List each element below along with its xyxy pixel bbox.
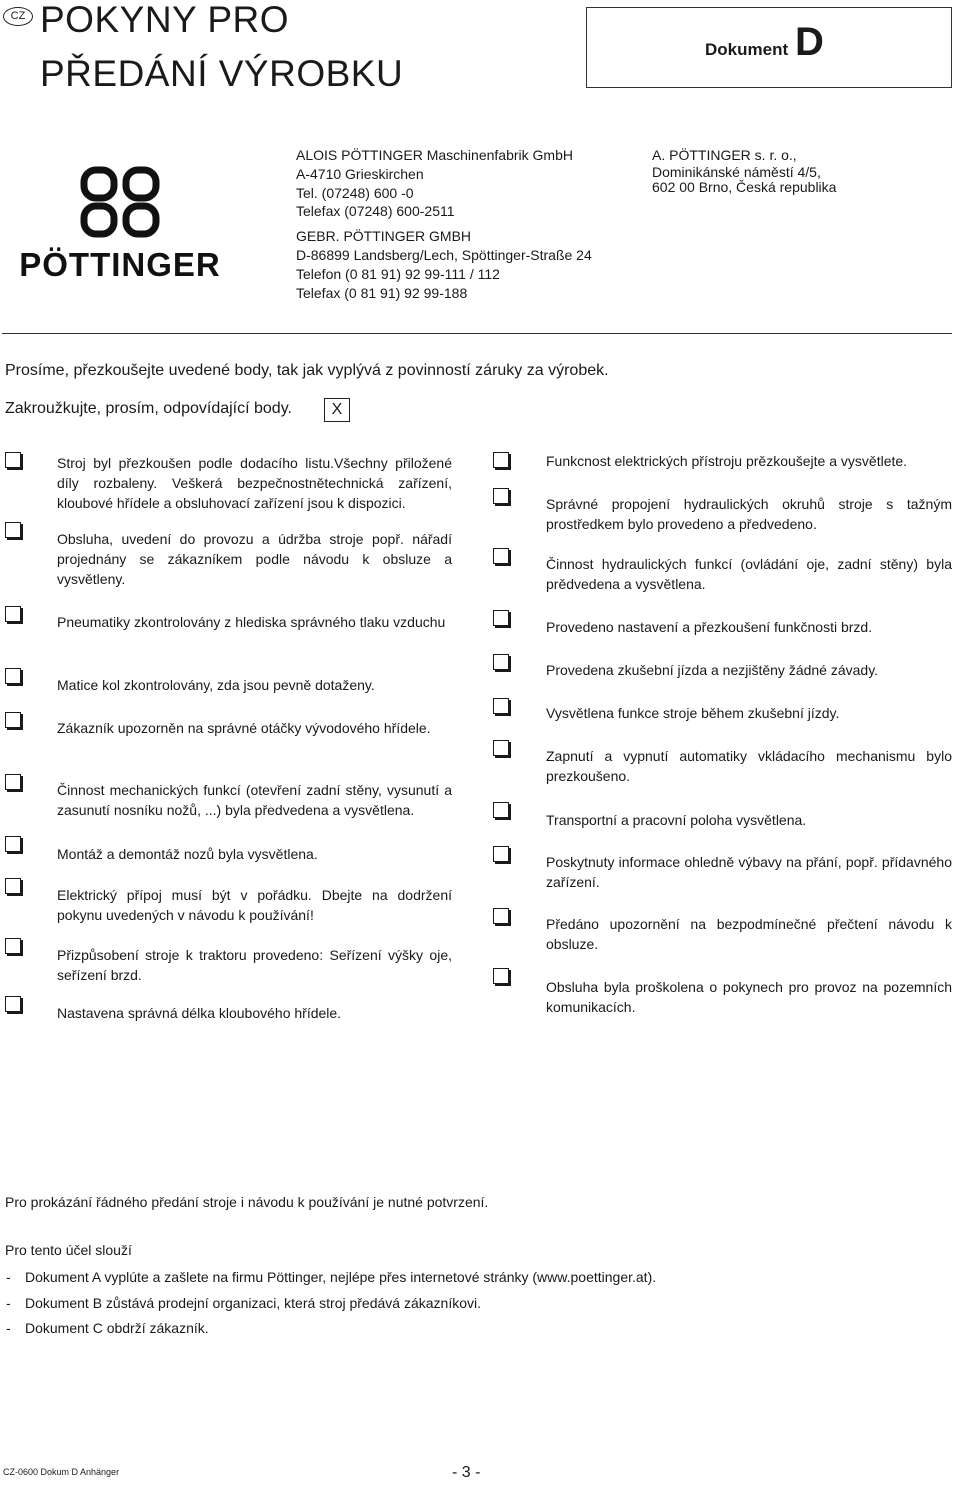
logo-brand-text: PÖTTINGER (19, 246, 221, 282)
address-line: Telefon (0 81 91) 92 99-111 / 112 (296, 265, 500, 282)
address-line: A-4710 Grieskirchen (296, 165, 424, 182)
checkbox[interactable] (5, 878, 21, 894)
document-label-box (586, 7, 952, 88)
checklist-item-text: Stroj byl přezkoušen podle dodacího listu.Všechny přiložené díly rozbaleny. Veškerá bezpečnostnětechnická zařízení, kloubové hřídele a obsluhovací zařízení jsou k dispozici. (57, 455, 452, 511)
checkbox[interactable] (493, 908, 509, 924)
checkbox[interactable] (493, 610, 509, 626)
address-line: D-86899 Landsberg/Lech, Spöttinger-Straße 24 (296, 246, 592, 263)
checkbox[interactable] (493, 452, 509, 468)
checkbox[interactable] (493, 698, 509, 714)
marker-example-box: X (324, 398, 350, 422)
checkbox[interactable] (5, 522, 21, 538)
checklist-item-text: Zákazník upozorněn na správné otáčky vývodového hřídele. (57, 720, 431, 736)
checklist-item-text: Správné propojení hydraulických okruhů stroje s tažným prostředkem bylo provedeno a předvedeno. (546, 496, 952, 532)
checklist-item-text: Přizpůsobení stroje k traktoru provedeno: Seřízení výšky oje, seřízení brzd. (57, 947, 452, 983)
checkbox[interactable] (5, 836, 21, 852)
checklist-item-text: Činnost hydraulických funkcí (ovládání oje, zadní stěny) byla prědvedena a vysvětlena. (546, 556, 952, 592)
page-title-line-1: POKYNY PRO (40, 0, 290, 40)
address-line: 602 00 Brno, Česká republika (652, 178, 837, 195)
checkbox[interactable] (493, 488, 509, 504)
checklist-item-text: Montáž a demontáž nozů byla vysvětlena. (57, 846, 318, 862)
checklist-item-text: Provedeno nastavení a přezkoušení funkčnosti brzd. (546, 619, 873, 635)
header-divider (2, 333, 952, 334)
document-letter: D (795, 20, 824, 64)
checklist-item-text: Funkcnost elektrických přístroju prězkoušejte a vysvětlete. (546, 453, 908, 469)
bullet-dash: - (6, 1269, 11, 1285)
address-line: GEBR. PÖTTINGER GMBH (296, 228, 472, 245)
pottinger-logo (2, 160, 238, 282)
checklist-item-text: Poskytnuty informace ohledně výbavy na přání, popř. přídavného zařízení. (546, 854, 952, 890)
checklist-item-text: Obsluha byla proškolena o pokynech pro provoz na pozemních komunikacích. (546, 979, 952, 1015)
bullet-dash: - (6, 1295, 11, 1311)
intro-text: Prosíme, přezkoušejte uvedené body, tak jak vyplývá z povinností záruky za výrobek. (5, 362, 609, 379)
checklist-item-text: Zapnutí a vypnutí automatiky vkládacího mechanismu bylo prezkoušeno. (546, 748, 952, 784)
checklist-item-text: Provedena zkušební jízda a nezjištěny žádné závady. (546, 662, 879, 678)
address-right-block (652, 146, 836, 195)
checkbox[interactable] (493, 654, 509, 670)
checkbox[interactable] (493, 968, 509, 984)
instruction-text: Zakroužkujte, prosím, odpovídající body. (5, 400, 292, 417)
document-code-footnote: CZ-0600 Dokum D Anhänger (3, 1467, 120, 1477)
checklist-item-text: Činnost mechanických funkcí (otevření zadní stěny, vysunutí a zasunutí nosníku nožů, ...) byla předvedena a vysvětlena. (57, 782, 452, 818)
address-line: Telefax (0 81 91) 92 99-188 (296, 284, 468, 301)
checklist-item-text: Obsluha, uvedení do provozu a údržba stroje popř. nářadí projednány se zákazníkem podle návodu k obsluze a vysvětleny. (57, 531, 452, 587)
checkbox[interactable] (493, 846, 509, 862)
pottinger-logo-icon (2, 160, 238, 282)
checklist-item-text: Vysvětlena funkce stroje během zkušební jízdy. (546, 705, 840, 721)
checkbox[interactable] (5, 938, 21, 954)
checklist-item-text: Nastavena správná délka kloubového hřídele. (57, 1005, 342, 1021)
language-badge: CZ (3, 7, 33, 26)
purpose-text: Pro tento účel slouží (5, 1242, 132, 1258)
confirmation-text: Pro prokázání řádného předání stroje i návodu k používání je nutné potvrzení. (5, 1194, 489, 1210)
address-line: Dominikánské náměstí 4/5, (652, 163, 821, 180)
checkbox[interactable] (5, 606, 21, 622)
checkbox[interactable] (493, 740, 509, 756)
bullet-item: Dokument A vyplúte a zašlete na firmu Pöttinger, nejlépe přes internetové stránky (www.poettinger.at). (25, 1269, 657, 1285)
address-left-block (296, 146, 592, 302)
checklist-item-text: Elektrický přípoj musí být v pořádku. Dbejte na dodržení pokynu uvedených v návodu k používání! (57, 887, 452, 923)
checkbox[interactable] (5, 774, 21, 790)
checkbox[interactable] (5, 668, 21, 684)
checkbox[interactable] (493, 548, 509, 564)
page-number: - 3 - (452, 1464, 481, 1481)
document-word: Dokument (705, 40, 789, 59)
checkbox[interactable] (493, 802, 509, 818)
checkbox[interactable] (5, 712, 21, 728)
address-line: A. PÖTTINGER s. r. o., (652, 147, 797, 163)
checklist-item-text: Transportní a pracovní poloha vysvětlena. (546, 812, 807, 828)
address-line: Tel. (07248) 600 -0 (296, 184, 414, 201)
bullet-dash: - (6, 1320, 11, 1336)
address-line: ALOIS PÖTTINGER Maschinenfabrik GmbH (296, 147, 573, 163)
checkbox[interactable] (5, 452, 21, 468)
bullet-item: Dokument B zůstává prodejní organizaci, která stroj předává zákazníkovi. (25, 1295, 482, 1311)
page-title-line-2: PŘEDÁNÍ VÝROBKU (40, 53, 404, 94)
checklist-item-text: Předáno upozornění na bezpodmínečné přečtení návodu k obsluze. (546, 916, 952, 952)
address-line: Telefax (07248) 600-2511 (296, 203, 455, 220)
bullet-item: Dokument C obdrží zákazník. (25, 1320, 209, 1336)
checklist-item-text: Matice kol zkontrolovány, zda jsou pevně dotaženy. (57, 677, 375, 693)
checkbox[interactable] (5, 996, 21, 1012)
checklist-item-text: Pneumatiky zkontrolovány z hlediska správného tlaku vzduchu (57, 614, 446, 630)
